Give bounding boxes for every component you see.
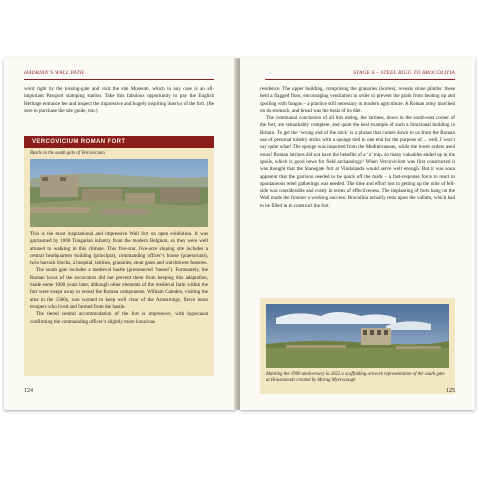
right-main-text: [260, 86, 455, 210]
housesteads-photo-box: [260, 298, 455, 394]
feature-box-text: [30, 231, 208, 326]
left-page: [4, 58, 236, 410]
housesteads-photo: [266, 304, 449, 368]
left-page-number: 124: [24, 388, 33, 394]
right-running-head: STAGE 6 – STEEL RIGG TO BROCOLITIA: [353, 70, 455, 76]
right-paragraph: residence. The upper building, comprising the granaries (horrea), reveals stone plinths: these held a flagged floor, encouraging ventilation in order to prevent the grain from heating up and spoiling with fungus – a practice still necessary in modern agriculture. A Roman army marched on its stomach, and bread was the basis of its diet.: [260, 86, 455, 114]
feature-paragraph: This is the most inspirational and impressive Wall fort on open exhibition. It was garrisoned by 1000 Tungarian infantry from the modern Belgium, so they were well attuned to walking in this climate. This five-star, five-acre sloping site includes a central headquarters building (principia), commanding officer’s house (praetorium), twin barrack blocks, a hospital, latrines, granaries, stout gates and watchtower features.: [30, 231, 208, 267]
feature-paragraph: The south gate includes a medieval bastle (pronounced ‘bassel’). Fortunately, the Roman locus of the excavators did not prevent them from keeping this adaptation, made some 1000 years later, although other elements of the medieval farm within the fort were swept away to reveal the Roman components. William Camden, visiting the area in the 1580s, was warned to keep well clear of the Armstrongs, fierce moss troopers who lived and farmed from the bastle.: [30, 267, 208, 310]
left-running-head: HADRIAN’S WALL PATH: [24, 70, 84, 76]
left-photo-caption: Bastle in the south gate of Vercovicium: [30, 151, 105, 156]
left-head-rule: [24, 79, 214, 80]
right-photo-caption: Marking the 1900 anniversary in 2022 a scaffolding artwork representation of the south gate at Housesteads created by Morag Myerscough: [266, 372, 445, 383]
right-paragraph: The communal conclusion of all this eating, the latrines, down in the south-east corner of the fort, are remarkably complete, and quite the best example of such a functional building in Britain. To get the ‘wrong end of the stick’ is a phrase that comes down to us from the Roman use of personal toiletry sticks with a sponge tied to one end for the purpose of… well, I won’t say quite what! The sponge was imported from the Mediterranean, while the lower orders used moss! Roman latrines did not have the benefits of a ‘u’ trap, so many valuables ended up in the spoils, which is good news for field archaeology! When Vercovicium was first constructed it was thought that the Stanegate fort at Vindolanda would serve well enough. But it was soon apparent that the garrison needed to be quick off the mark – a fast-response force to react to spontaneous rebel gatherings was needed. The time and effort lost in getting up the mile of fell-side was considerable and costly in terms of effectiveness. The implanting of forts hang on the Wall made the frontier a working success: Brocolitia actually rests upon the vallum, which had to be filled in to construct the fort.: [260, 115, 455, 209]
right-head-rule: [265, 79, 455, 80]
book-spread: [4, 58, 475, 415]
right-page: [240, 58, 475, 410]
right-page-number: 125: [446, 388, 455, 394]
left-intro-paragraph: word right by the kissing-gate and visit the site Museum, which in any case is an all-important Passport stamping station. Take this fabulous opportunity to pay the English Heritage entrance fee and inspect the impressive and hugely inspiring interior of the fort. (Be sure to purchase the site guide, too.): [24, 86, 214, 114]
left-intro-text: [24, 86, 214, 115]
feature-box-title: VERCOVICIUM ROMAN FORT: [24, 136, 214, 148]
bastle-photo: [30, 159, 208, 227]
feature-paragraph: The tiered central accommodation of the fort is impressive, with hypocaust confirming the commanding officer’s slightly more luxurious: [30, 311, 208, 325]
vercovicium-feature-box: [24, 136, 214, 376]
